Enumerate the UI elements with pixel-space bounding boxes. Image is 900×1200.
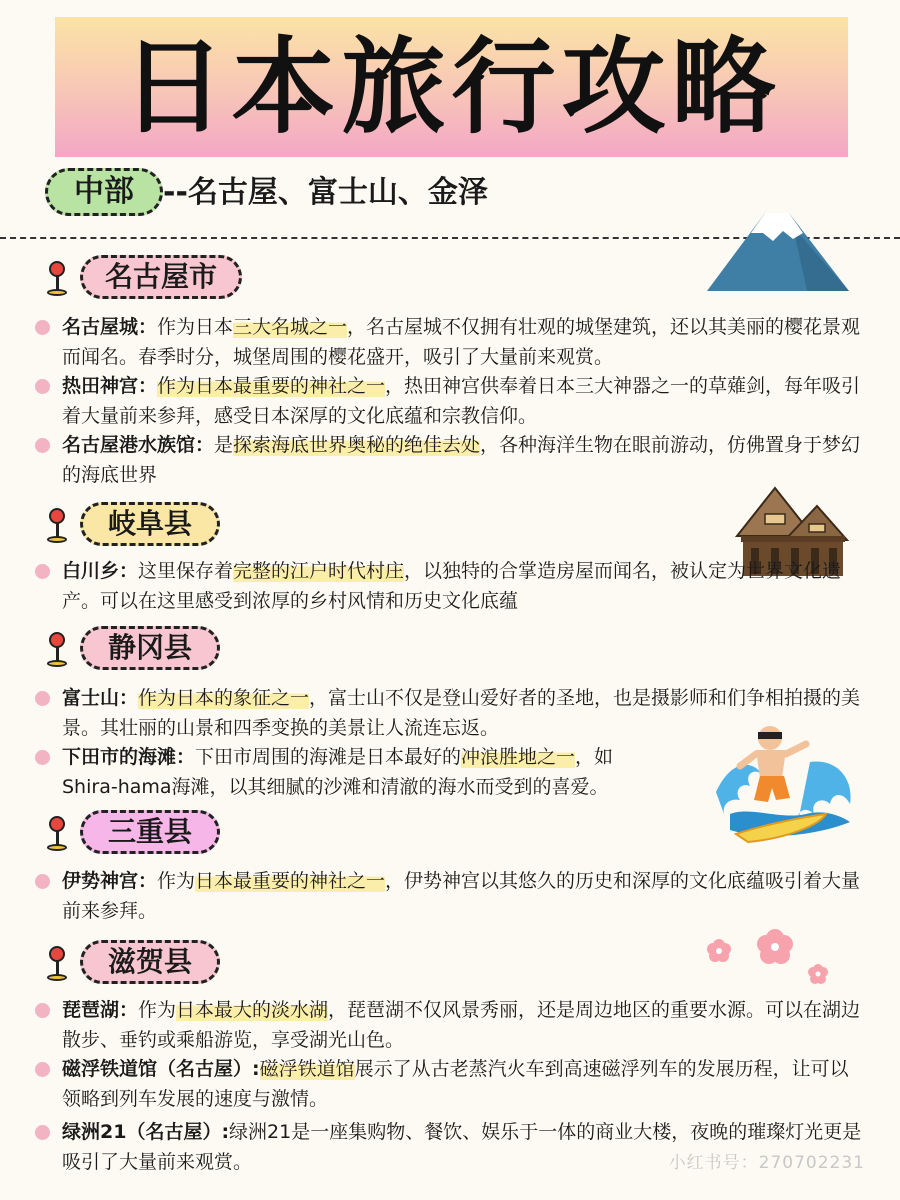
location-pin-icon — [46, 261, 68, 297]
item-highlight: 三大名城之一 — [233, 316, 348, 338]
bullet-dot — [35, 1125, 50, 1140]
watermark: 小红书号：270702231 — [668, 1153, 865, 1173]
item-text: 这里保存着 — [138, 560, 234, 582]
bullet-dot — [35, 379, 50, 394]
item-highlight: 日本最大的淡水湖 — [176, 999, 329, 1021]
item-label: 富士山： — [62, 687, 139, 709]
section-title-nagoya: 名古屋市 — [80, 255, 242, 299]
region-pill: 中部 — [45, 168, 163, 216]
bullet-dot — [35, 320, 50, 335]
item-text: ，琵琶湖不仅风景秀丽，还是周边地区的重要水源。可以在湖边散步、垂钓或乘船游览，享受湖光山色。 — [62, 999, 861, 1051]
bullet-dot — [35, 438, 50, 453]
item-text: 绿洲21是一座集购物、餐饮、娱乐于一体的商业大楼，夜晚的璀璨灯光更是吸引了大量前来观赏。 — [62, 1121, 862, 1173]
item-label: 下田市的海滩： — [62, 746, 196, 768]
list-item — [62, 371, 862, 431]
bullet-dot — [35, 1003, 50, 1018]
item-text: ，名古屋城不仅拥有壮观的城堡建筑，还以其美丽的樱花景观而闻名。春季时分，城堡周围的樱花盛开，吸引了大量前来观赏。 — [62, 316, 861, 368]
item-label: 伊势神宫： — [62, 870, 158, 892]
item-text: ，各种海洋生物在眼前游动，仿佛置身于梦幻的海底世界 — [62, 434, 861, 486]
item-text: 是 — [214, 434, 234, 456]
section-title-mie: 三重县 — [80, 810, 220, 854]
item-highlight: 冲浪胜地之一 — [461, 746, 576, 768]
item-highlight: 探索海底世界奥秘的绝佳去处 — [233, 434, 481, 456]
section-title-shizuoka: 静冈县 — [80, 626, 220, 670]
title-banner — [55, 17, 848, 157]
section-title-shiga: 滋贺县 — [80, 940, 220, 984]
list-item — [62, 995, 862, 1055]
list-item — [62, 430, 862, 490]
item-text: ，伊势神宫以其悠久的历史和深厚的文化底蕴吸引着大量前来参拜。 — [62, 870, 861, 922]
item-label: 磁浮铁道馆（名古屋）: — [62, 1058, 260, 1080]
item-text: ，以独特的合掌造房屋而闻名，被认定为世界文化遗产。可以在这里感受到浓厚的乡村风情和历史文化底蕴 — [62, 560, 842, 612]
item-highlight: 作为日本的象征之一 — [138, 687, 310, 709]
location-pin-icon — [46, 816, 68, 852]
item-text: 作为 — [157, 870, 196, 892]
item-text: 下田市周围的海滩是日本最好的 — [195, 746, 462, 768]
item-highlight: 完整的江户时代村庄 — [233, 560, 405, 582]
bullet-dot — [35, 564, 50, 579]
list-item — [62, 312, 862, 372]
item-text: 作为日本 — [157, 316, 234, 338]
list-item — [62, 742, 662, 802]
item-label: 热田神宫： — [62, 375, 158, 397]
region-subtitle: --名古屋、富士山、金泽 — [163, 175, 488, 210]
bullet-dot — [35, 1062, 50, 1077]
item-text: ，如Shira-hama海滩，以其细腻的沙滩和清澈的海水而受到的喜爱。 — [62, 746, 614, 798]
list-item — [62, 866, 862, 926]
mount-fuji-icon — [703, 207, 851, 293]
item-label: 绿洲21（名古屋）: — [62, 1121, 230, 1143]
bullet-dot — [35, 874, 50, 889]
page-title: 日本旅行攻略 — [121, 26, 782, 148]
item-text: ，热田神宫供奉着日本三大神器之一的草薙剑，每年吸引着大量前来参拜，感受日本深厚的文化底蕴和宗教信仰。 — [62, 375, 861, 427]
item-text: 作为 — [138, 999, 177, 1021]
item-highlight: 作为日本最重要的神社之一 — [157, 375, 386, 397]
location-pin-icon — [46, 632, 68, 668]
item-highlight: 日本最重要的神社之一 — [195, 870, 386, 892]
item-label: 名古屋城： — [62, 316, 158, 338]
sakura-flower-icon — [706, 938, 732, 964]
item-label: 白川乡： — [62, 560, 139, 582]
surfer-icon — [710, 722, 860, 850]
item-text: 展示了从古老蒸汽火车到高速磁浮列车的发展历程，让可以领略到列车发展的速度与激情。 — [62, 1058, 849, 1110]
list-item — [62, 1054, 862, 1114]
item-label: 琵琶湖： — [62, 999, 139, 1021]
item-label: 名古屋港水族馆： — [62, 434, 215, 456]
bullet-dot — [35, 750, 50, 765]
section-title-gifu: 岐阜县 — [80, 502, 220, 546]
location-pin-icon — [46, 946, 68, 982]
item-highlight: 磁浮铁道馆 — [259, 1058, 355, 1080]
sakura-flower-icon — [756, 928, 794, 966]
location-pin-icon — [46, 508, 68, 544]
sakura-flower-icon — [806, 962, 830, 986]
item-text: ，富士山不仅是登山爱好者的圣地，也是摄影师和们争相拍摄的美景。其壮丽的山景和四季变换的美景让人流连忘返。 — [62, 687, 861, 739]
bullet-dot — [35, 691, 50, 706]
list-item — [62, 556, 862, 616]
